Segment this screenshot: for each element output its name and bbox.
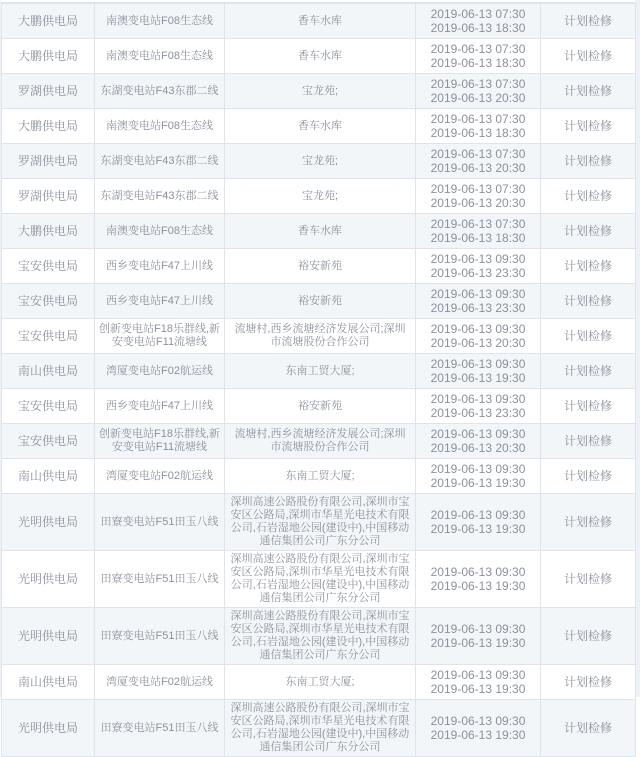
cell-bureau: 宝安供电局 [2, 424, 95, 459]
cell-time-range [416, 700, 541, 757]
time-start: 2019-06-13 09:30 [430, 357, 526, 371]
cell-outage-type: 计划检修 [541, 179, 636, 214]
cell-bureau: 宝安供电局 [2, 284, 95, 319]
cell-line-name: 南澳变电站F08生态线 [95, 39, 225, 74]
time-end: 2019-06-13 19:30 [430, 682, 526, 696]
cell-bureau: 光明供电局 [2, 608, 95, 665]
table-row [2, 109, 636, 144]
table-row [2, 39, 636, 74]
outage-table-body [2, 4, 636, 757]
cell-outage-scope: 裕安新苑 [225, 389, 416, 424]
cell-outage-scope: 深圳高速公路股份有限公司,深圳市宝安区公路局,深圳市华星光电技术有限公司,石岩湿地公园(建设中),中国移动通信集团公司广东分公司 [225, 494, 416, 551]
time-end: 2019-06-13 23:30 [430, 406, 526, 420]
cell-outage-scope: 东南工贸大厦; [225, 665, 416, 700]
cell-outage-type: 计划检修 [541, 494, 636, 551]
cell-outage-scope: 裕安新苑 [225, 284, 416, 319]
cell-outage-scope: 宝龙苑; [225, 144, 416, 179]
table-row [2, 284, 636, 319]
time-end: 2019-06-13 19:30 [430, 579, 526, 593]
cell-outage-scope: 深圳高速公路股份有限公司,深圳市宝安区公路局,深圳市华星光电技术有限公司,石岩湿地公园(建设中),中国移动通信集团公司广东分公司 [225, 608, 416, 665]
time-start: 2019-06-13 07:30 [430, 112, 526, 126]
cell-bureau: 光明供电局 [2, 494, 95, 551]
time-end: 2019-06-13 20:30 [430, 196, 526, 210]
table-row [2, 494, 636, 551]
cell-time-range [416, 389, 541, 424]
cell-outage-type: 计划检修 [541, 608, 636, 665]
cell-outage-type: 计划检修 [541, 389, 636, 424]
cell-time-range [416, 424, 541, 459]
time-start: 2019-06-13 09:30 [430, 668, 526, 682]
cell-outage-type: 计划检修 [541, 665, 636, 700]
cell-bureau: 大鹏供电局 [2, 214, 95, 249]
table-row [2, 319, 636, 354]
time-start: 2019-06-13 09:30 [430, 714, 526, 728]
cell-outage-type: 计划检修 [541, 214, 636, 249]
time-start: 2019-06-13 09:30 [430, 508, 526, 522]
cell-line-name: 西乡变电站F47上川线 [95, 249, 225, 284]
table-row [2, 665, 636, 700]
cell-time-range [416, 109, 541, 144]
cell-outage-scope: 香车水库 [225, 109, 416, 144]
cell-outage-scope: 香车水库 [225, 4, 416, 39]
cell-time-range [416, 608, 541, 665]
cell-bureau: 大鹏供电局 [2, 4, 95, 39]
time-end: 2019-06-13 18:30 [430, 126, 526, 140]
cell-outage-type: 计划检修 [541, 74, 636, 109]
time-start: 2019-06-13 07:30 [430, 147, 526, 161]
cell-line-name: 西乡变电站F47上川线 [95, 284, 225, 319]
cell-outage-scope: 深圳高速公路股份有限公司,深圳市宝安区公路局,深圳市华星光电技术有限公司,石岩湿地公园(建设中),中国移动通信集团公司广东分公司 [225, 700, 416, 757]
cell-bureau: 光明供电局 [2, 551, 95, 608]
cell-time-range [416, 249, 541, 284]
cell-outage-scope: 东南工贸大厦; [225, 459, 416, 494]
cell-line-name: 湾厦变电站F02航运线 [95, 354, 225, 389]
cell-time-range [416, 354, 541, 389]
cell-bureau: 罗湖供电局 [2, 144, 95, 179]
table-row [2, 249, 636, 284]
cell-line-name: 南澳变电站F08生态线 [95, 4, 225, 39]
cell-bureau: 南山供电局 [2, 665, 95, 700]
cell-line-name: 东湖变电站F43东郡二线 [95, 74, 225, 109]
table-row [2, 144, 636, 179]
table-row [2, 4, 636, 39]
cell-outage-type: 计划检修 [541, 4, 636, 39]
time-start: 2019-06-13 09:30 [430, 322, 526, 336]
cell-outage-type: 计划检修 [541, 551, 636, 608]
time-end: 2019-06-13 19:30 [430, 636, 526, 650]
table-row [2, 551, 636, 608]
cell-bureau: 宝安供电局 [2, 319, 95, 354]
cell-outage-type: 计划检修 [541, 144, 636, 179]
cell-outage-scope: 深圳高速公路股份有限公司,深圳市宝安区公路局,深圳市华星光电技术有限公司,石岩湿地公园(建设中),中国移动通信集团公司广东分公司 [225, 551, 416, 608]
cell-bureau: 南山供电局 [2, 459, 95, 494]
cell-line-name: 湾厦变电站F02航运线 [95, 459, 225, 494]
table-row [2, 424, 636, 459]
cell-time-range [416, 214, 541, 249]
cell-bureau: 宝安供电局 [2, 389, 95, 424]
time-end: 2019-06-13 18:30 [430, 56, 526, 70]
outage-schedule-table [1, 3, 636, 757]
cell-outage-scope: 流塘村,西乡流塘经济发展公司;深圳市流塘股份合作公司 [225, 424, 416, 459]
time-end: 2019-06-13 20:30 [430, 441, 526, 455]
cell-time-range [416, 39, 541, 74]
time-end: 2019-06-13 19:30 [430, 371, 526, 385]
cell-bureau: 大鹏供电局 [2, 109, 95, 144]
cell-line-name: 创新变电站F18乐群线,新安变电站F11流塘线 [95, 319, 225, 354]
time-end: 2019-06-13 20:30 [430, 91, 526, 105]
time-start: 2019-06-13 07:30 [430, 217, 526, 231]
cell-time-range [416, 74, 541, 109]
table-row [2, 354, 636, 389]
cell-outage-type: 计划检修 [541, 424, 636, 459]
cell-line-name: 田寮变电站F51田玉八线 [95, 494, 225, 551]
cell-outage-type: 计划检修 [541, 459, 636, 494]
time-start: 2019-06-13 09:30 [430, 287, 526, 301]
table-row [2, 214, 636, 249]
cell-line-name: 西乡变电站F47上川线 [95, 389, 225, 424]
cell-outage-scope: 宝龙苑; [225, 179, 416, 214]
cell-bureau: 罗湖供电局 [2, 74, 95, 109]
time-start: 2019-06-13 09:30 [430, 392, 526, 406]
cell-time-range [416, 551, 541, 608]
time-end: 2019-06-13 20:30 [430, 161, 526, 175]
time-start: 2019-06-13 07:30 [430, 77, 526, 91]
cell-line-name: 田寮变电站F51田玉八线 [95, 700, 225, 757]
time-start: 2019-06-13 09:30 [430, 427, 526, 441]
cell-outage-scope: 香车水库 [225, 39, 416, 74]
cell-outage-scope: 东南工贸大厦; [225, 354, 416, 389]
time-start: 2019-06-13 09:30 [430, 252, 526, 266]
time-end: 2019-06-13 18:30 [430, 231, 526, 245]
time-end: 2019-06-13 19:30 [430, 728, 526, 742]
table-row [2, 389, 636, 424]
cell-bureau: 南山供电局 [2, 354, 95, 389]
cell-time-range [416, 459, 541, 494]
time-start: 2019-06-13 09:30 [430, 565, 526, 579]
time-start: 2019-06-13 07:30 [430, 7, 526, 21]
cell-outage-scope: 香车水库 [225, 214, 416, 249]
time-end: 2019-06-13 19:30 [430, 476, 526, 490]
cell-time-range [416, 4, 541, 39]
time-end: 2019-06-13 18:30 [430, 21, 526, 35]
cell-line-name: 南澳变电站F08生态线 [95, 109, 225, 144]
cell-bureau: 宝安供电局 [2, 249, 95, 284]
cell-time-range [416, 284, 541, 319]
time-end: 2019-06-13 19:30 [430, 522, 526, 536]
cell-time-range [416, 179, 541, 214]
cell-line-name: 东湖变电站F43东郡二线 [95, 144, 225, 179]
time-start: 2019-06-13 09:30 [430, 462, 526, 476]
cell-outage-scope: 流塘村,西乡流塘经济发展公司;深圳市流塘股份合作公司 [225, 319, 416, 354]
cell-time-range [416, 144, 541, 179]
table-row [2, 179, 636, 214]
cell-line-name: 湾厦变电站F02航运线 [95, 665, 225, 700]
table-row [2, 700, 636, 757]
table-row [2, 459, 636, 494]
cell-outage-type: 计划检修 [541, 354, 636, 389]
cell-outage-type: 计划检修 [541, 319, 636, 354]
cell-bureau: 大鹏供电局 [2, 39, 95, 74]
cell-bureau: 罗湖供电局 [2, 179, 95, 214]
time-end: 2019-06-13 23:30 [430, 266, 526, 280]
time-end: 2019-06-13 23:30 [430, 301, 526, 315]
cell-outage-type: 计划检修 [541, 109, 636, 144]
cell-line-name: 田寮变电站F51田玉八线 [95, 608, 225, 665]
time-start: 2019-06-13 07:30 [430, 42, 526, 56]
table-row [2, 74, 636, 109]
cell-line-name: 田寮变电站F51田玉八线 [95, 551, 225, 608]
cell-time-range [416, 319, 541, 354]
cell-line-name: 东湖变电站F43东郡二线 [95, 179, 225, 214]
table-row [2, 608, 636, 665]
cell-outage-type: 计划检修 [541, 700, 636, 757]
cell-line-name: 南澳变电站F08生态线 [95, 214, 225, 249]
cell-bureau: 光明供电局 [2, 700, 95, 757]
cell-time-range [416, 665, 541, 700]
cell-outage-type: 计划检修 [541, 284, 636, 319]
cell-outage-scope: 裕安新苑 [225, 249, 416, 284]
time-start: 2019-06-13 09:30 [430, 622, 526, 636]
cell-outage-type: 计划检修 [541, 39, 636, 74]
cell-line-name: 创新变电站F18乐群线,新安变电站F11流塘线 [95, 424, 225, 459]
time-end: 2019-06-13 20:30 [430, 336, 526, 350]
time-start: 2019-06-13 07:30 [430, 182, 526, 196]
cell-outage-scope: 宝龙苑; [225, 74, 416, 109]
cell-time-range [416, 494, 541, 551]
cell-outage-type: 计划检修 [541, 249, 636, 284]
